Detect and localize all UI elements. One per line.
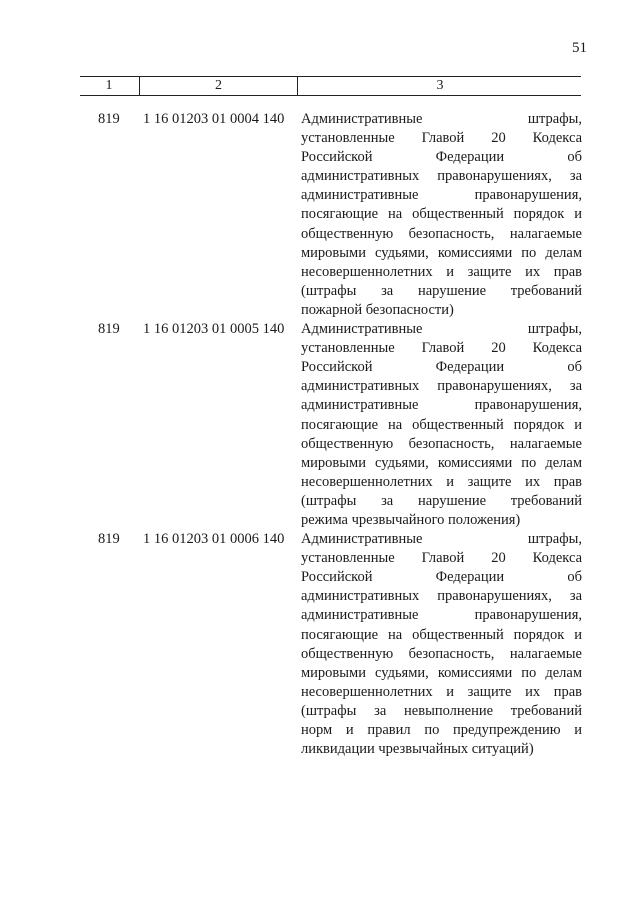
description-line: (штрафы за нарушение требований: [301, 492, 582, 509]
description-line: Административные штрафы,: [301, 111, 582, 127]
income-description: [301, 110, 582, 320]
description-line: административных правонарушениях, за: [301, 168, 582, 185]
admin-code: 819: [98, 531, 120, 548]
description-line: пожарной безопасности): [301, 301, 454, 318]
header-col-2: 2: [139, 77, 297, 95]
description-line: (штрафы за нарушение требований: [301, 282, 582, 299]
budget-classification-code: 1 16 01203 01 0005 140: [143, 321, 285, 338]
table-row: [0, 530, 639, 759]
description-line: мировыми судьями, комиссиями по делам: [301, 244, 582, 261]
description-line: административные правонарушения,: [301, 187, 582, 204]
description-line: административные правонарушения,: [301, 397, 582, 414]
description-line: (штрафы за невыполнение требований: [301, 702, 582, 719]
description-line: норм и правил по предупреждению и: [301, 722, 582, 738]
description-line: общественную безопасность, налагаемые: [301, 435, 582, 452]
description-line: посягающие на общественный порядок и: [301, 626, 582, 643]
description-line: мировыми судьями, комиссиями по делам: [301, 454, 582, 471]
description-line: административных правонарушениях, за: [301, 378, 582, 395]
description-line: общественную безопасность, налагаемые: [301, 225, 582, 242]
header-col-3: 3: [297, 77, 582, 95]
description-line: режима чрезвычайного положения): [301, 511, 521, 528]
description-line: установленные Главой 20 Кодекса: [301, 130, 582, 147]
description-line: несовершеннолетних и защите их прав: [301, 683, 582, 700]
description-line: установленные Главой 20 Кодекса: [301, 340, 582, 357]
description-line: Российской Федерации об: [301, 149, 582, 166]
description-line: установленные Главой 20 Кодекса: [301, 550, 582, 567]
table-row: [0, 320, 639, 530]
description-line: административных правонарушениях, за: [301, 588, 582, 605]
description-line: посягающие на общественный порядок и: [301, 206, 582, 223]
header-col-1: 1: [105, 78, 113, 93]
page-number: 51: [572, 40, 587, 56]
admin-code: 819: [98, 111, 120, 127]
admin-code: 819: [98, 321, 120, 338]
description-line: Административные штрафы,: [301, 321, 582, 338]
budget-classification-code: 1 16 01203 01 0004 140: [143, 111, 285, 127]
description-line: несовершеннолетних и защите их прав: [301, 263, 582, 280]
table-body: [0, 110, 639, 759]
table-row: [0, 110, 639, 320]
description-line: посягающие на общественный порядок и: [301, 416, 582, 433]
description-line: мировыми судьями, комиссиями по делам: [301, 664, 582, 681]
description-line: ликвидации чрезвычайных ситуаций): [301, 741, 534, 758]
budget-classification-code: 1 16 01203 01 0006 140: [143, 531, 285, 548]
description-line: административные правонарушения,: [301, 607, 582, 624]
description-line: Российской Федерации об: [301, 359, 582, 376]
description-line: несовершеннолетних и защите их прав: [301, 473, 582, 490]
table-header: [80, 76, 581, 96]
description-line: Административные штрафы,: [301, 531, 582, 548]
income-description: [301, 320, 582, 530]
description-line: общественную безопасность, налагаемые: [301, 645, 582, 662]
description-line: Российской Федерации об: [301, 569, 582, 586]
income-description: [301, 530, 582, 759]
